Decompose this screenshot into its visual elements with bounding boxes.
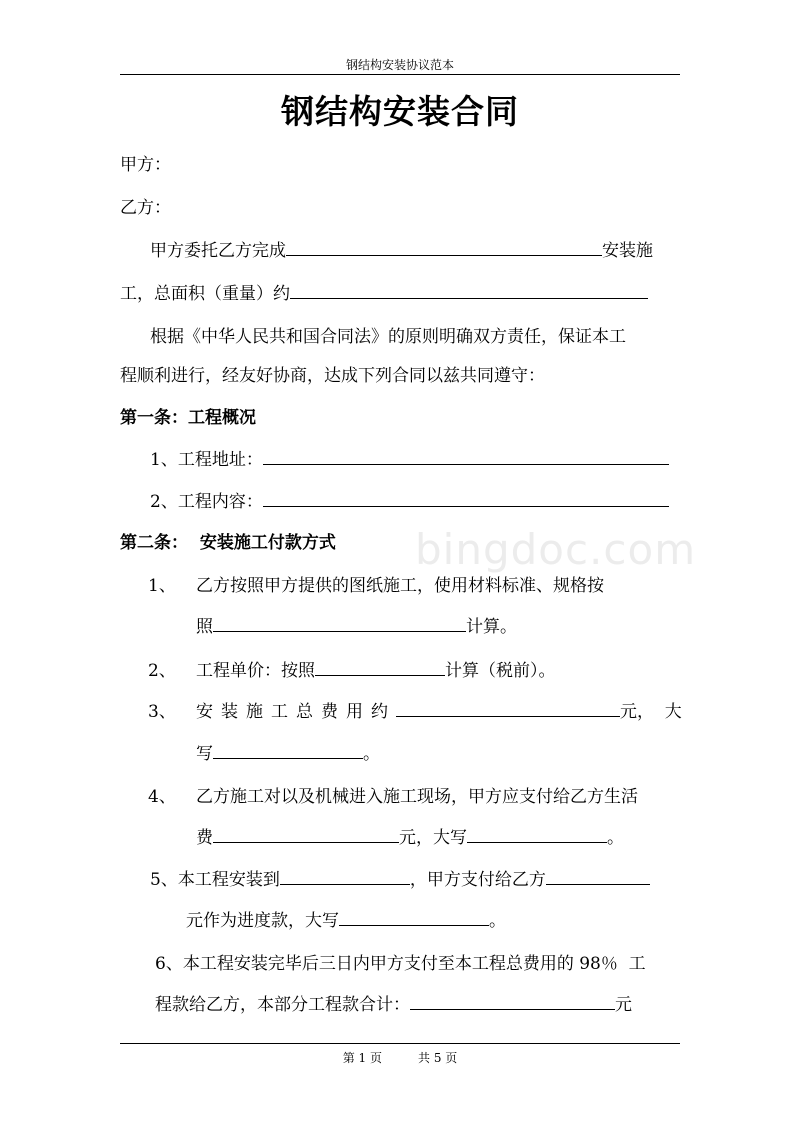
item-1-line-2-suffix: 计算。 bbox=[466, 617, 517, 637]
article-2-title: 第二条： 安装施工付款方式 bbox=[120, 533, 336, 553]
intro-line-1-suffix: 安装施 bbox=[602, 241, 653, 261]
unit-price-label: 工程单价：按照 bbox=[196, 661, 315, 681]
final-payment-blank bbox=[410, 993, 615, 1010]
page-number: 第 1 页 bbox=[342, 1051, 382, 1065]
project-address-blank bbox=[263, 448, 669, 465]
article-2-item-4-number: 4、 bbox=[148, 787, 176, 807]
project-content-blank bbox=[263, 490, 669, 507]
item-5-line-1-mid: ，甲方支付给乙方 bbox=[409, 870, 546, 890]
unit-price-suffix: 计算（税前）。 bbox=[445, 661, 556, 681]
progress-stage-blank bbox=[280, 868, 410, 885]
document-title: 钢结构安装合同 bbox=[281, 92, 519, 131]
article-2-item-2-number: 2、 bbox=[148, 661, 176, 681]
watermark: bingdoc.com bbox=[415, 525, 697, 574]
item-5-line-1-prefix: 5、本工程安装到 bbox=[150, 870, 280, 890]
article-2-item-6-line-1: 6、本工程安装完毕后三日内甲方支付至本工程总费用的 98％ 工 bbox=[155, 954, 646, 974]
progress-payment-blank bbox=[546, 868, 650, 885]
article-2-item-4-line-2 bbox=[196, 823, 624, 848]
footer-rule bbox=[120, 1043, 680, 1044]
header-rule bbox=[120, 74, 680, 75]
item-6-line-2-prefix: 程款给乙方，本部分工程款合计： bbox=[155, 995, 410, 1015]
party-a-label: 甲方： bbox=[120, 155, 171, 175]
page-footer bbox=[0, 1049, 800, 1066]
basis-line-1: 根据《中华人民共和国合同法》的原则明确双方责任，保证本工 bbox=[150, 327, 626, 347]
total-fee-suffix: 元， 大 bbox=[620, 702, 682, 722]
progress-payment-capital-blank bbox=[339, 909, 489, 926]
article-2-item-1-line-1: 乙方按照甲方提供的图纸施工，使用材料标准、规格按 bbox=[196, 576, 604, 596]
unit-price-blank bbox=[315, 659, 445, 676]
article-2-item-2-line bbox=[196, 656, 556, 681]
total-fee-label: 安装施工总费用约 bbox=[196, 702, 396, 722]
article-2-item-3-line-2 bbox=[196, 739, 380, 764]
article-2-item-5-line-2 bbox=[186, 906, 506, 931]
article-2-item-6-line-2 bbox=[155, 990, 632, 1015]
article-1-title: 第一条：工程概况 bbox=[120, 408, 256, 428]
total-fee-blank bbox=[396, 700, 620, 717]
item-3-line-2-suffix: 。 bbox=[363, 744, 380, 764]
article-1-item-2 bbox=[150, 487, 669, 512]
item-4-line-2-prefix: 费 bbox=[196, 828, 213, 848]
project-name-blank bbox=[286, 239, 602, 256]
item-3-line-2-prefix: 写 bbox=[196, 744, 213, 764]
running-header: 钢结构安装协议范本 bbox=[345, 58, 454, 72]
article-2-item-1-line-2 bbox=[196, 612, 517, 637]
item-4-line-2-mid: 元，大写 bbox=[399, 828, 467, 848]
item-1-line-2-prefix: 照 bbox=[196, 617, 213, 637]
intro-line-1 bbox=[150, 236, 653, 261]
article-2-item-3-number: 3、 bbox=[148, 702, 176, 722]
living-cost-capital-blank bbox=[467, 826, 607, 843]
article-2-item-5-line-1 bbox=[150, 865, 650, 890]
item-4-line-2-suffix: 。 bbox=[607, 828, 624, 848]
article-2-item-3-line-1 bbox=[196, 697, 682, 722]
article-1-item-1 bbox=[150, 445, 669, 470]
party-b-label: 乙方： bbox=[120, 198, 171, 218]
total-fee-capital-blank bbox=[213, 742, 363, 759]
area-blank bbox=[290, 282, 648, 299]
basis-line-2: 程顺利进行，经友好协商，达成下列合同以兹共同遵守： bbox=[120, 366, 545, 386]
article-2-item-4-line-1: 乙方施工对以及机械进入施工现场，甲方应支付给乙方生活 bbox=[196, 787, 638, 807]
item-5-line-2-suffix: 。 bbox=[489, 911, 506, 931]
living-cost-blank bbox=[213, 826, 399, 843]
project-content-label: 2、工程内容： bbox=[150, 492, 263, 512]
item-5-line-2-prefix: 元作为进度款，大写 bbox=[186, 911, 339, 931]
intro-line-2-prefix: 工，总面积（重量）约 bbox=[120, 284, 290, 304]
intro-line-1-prefix: 甲方委托乙方完成 bbox=[150, 241, 286, 261]
page-total: 共 5 页 bbox=[418, 1051, 458, 1065]
project-address-label: 1、工程地址： bbox=[150, 450, 263, 470]
article-2-item-1-number: 1、 bbox=[148, 576, 176, 596]
intro-line-2 bbox=[120, 279, 648, 304]
item-6-line-2-suffix: 元 bbox=[615, 995, 632, 1015]
material-standard-blank bbox=[213, 615, 466, 632]
